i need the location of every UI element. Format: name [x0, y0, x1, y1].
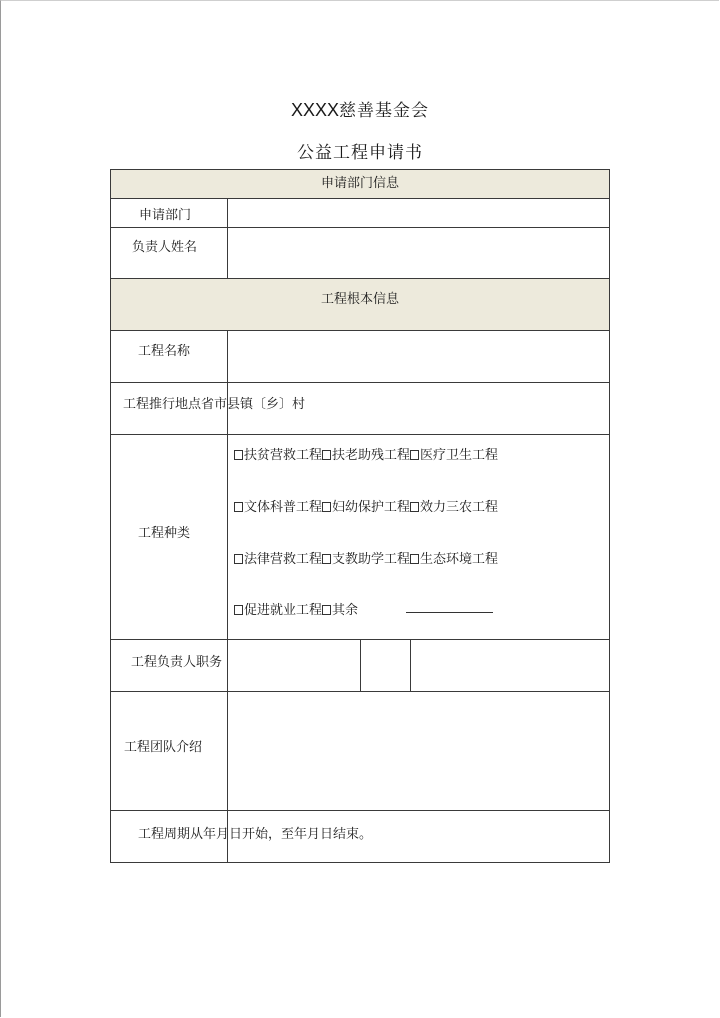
location-label: 工程推行地点省市县镇〔乡〕村: [123, 397, 306, 412]
checkbox[interactable]: [410, 502, 419, 512]
project-section-title: 工程根本信息: [320, 292, 399, 307]
foundation-name-latin: XXXX: [290, 100, 340, 120]
project-type-row-3: [234, 548, 498, 567]
option-label: 文体科普工程: [244, 500, 323, 515]
foundation-name-cjk: 慈善基金会: [339, 101, 430, 121]
option-label: 促进就业工程: [244, 603, 323, 618]
option-label: 其余: [332, 603, 359, 618]
department-input-cell[interactable]: [227, 198, 610, 228]
checkbox[interactable]: [234, 502, 243, 512]
project-name-input-cell[interactable]: [227, 330, 610, 383]
checkbox[interactable]: [322, 450, 331, 460]
checkbox[interactable]: [234, 605, 243, 615]
other-type-blank-line[interactable]: [406, 612, 493, 613]
leader-position-input-cell-2[interactable]: [360, 639, 411, 692]
checkbox[interactable]: [410, 450, 419, 460]
document-title: 公益工程申请书: [297, 143, 423, 163]
foundation-title: [0, 96, 720, 121]
checkbox[interactable]: [234, 554, 243, 564]
project-type-label: 工程种类: [138, 526, 191, 541]
option-label: 医疗卫生工程: [420, 448, 499, 463]
project-type-row-4: [234, 599, 358, 618]
project-name-label: 工程名称: [138, 344, 191, 359]
department-label: 申请部门: [139, 208, 192, 223]
project-type-row-1: [234, 444, 498, 463]
checkbox[interactable]: [322, 502, 331, 512]
applicant-section-header: [110, 169, 610, 199]
team-intro-input-cell[interactable]: [227, 691, 610, 811]
project-type-row-2: [234, 496, 498, 515]
owner-name-input-cell[interactable]: [227, 227, 610, 279]
team-intro-label: 工程团队介绍: [124, 740, 203, 755]
option-label: 法律营救工程: [244, 552, 323, 567]
option-label: 妇幼保护工程: [332, 500, 411, 515]
leader-position-input-cell-3[interactable]: [410, 639, 610, 692]
option-label: 扶贫营救工程: [244, 448, 323, 463]
applicant-section-title: 申请部门信息: [320, 176, 399, 191]
period-label: 工程周期从年月日开始，至年月日结束。: [138, 827, 373, 842]
leader-position-label: 工程负责人职务: [131, 655, 223, 670]
option-label: 支教助学工程: [332, 552, 411, 567]
checkbox[interactable]: [322, 554, 331, 564]
option-label: 效力三农工程: [420, 500, 499, 515]
option-label: 生态环境工程: [420, 552, 499, 567]
owner-name-label: 负责人姓名: [132, 240, 198, 255]
option-label: 扶老助残工程: [332, 448, 411, 463]
leader-position-input-cell-1[interactable]: [227, 639, 361, 692]
checkbox[interactable]: [234, 450, 243, 460]
checkbox[interactable]: [410, 554, 419, 564]
checkbox[interactable]: [322, 605, 331, 615]
